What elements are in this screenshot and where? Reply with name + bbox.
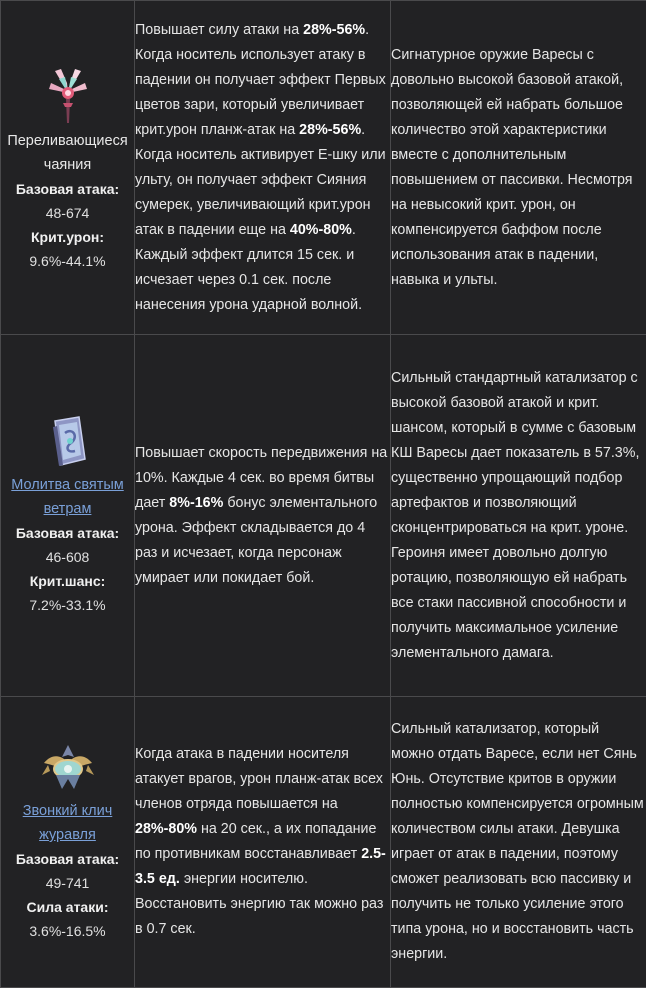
passive-text-segment: . Каждый эффект длится 15 сек. и исчезает через 0.1 сек. после нанесения урона ударной волной. — [135, 222, 362, 313]
weapon-cell — [1, 335, 135, 697]
substat-label: Крит.урон: — [1, 225, 134, 249]
passive-text-segment: бонус элементального урона. Эффект складывается до 4 раз и исчезает, когда персонаж умирает или покидает бой. — [135, 495, 377, 586]
highlight-value: 40%-80% — [290, 222, 352, 238]
base-attack-label: Базовая атака: — [1, 177, 134, 201]
passive-text-segment: Повышает скорость передвижения на 10%. Каждые 4 сек. во время битвы дает — [135, 445, 387, 511]
note-text: Сильный стандартный катализатор с высокой базовой атакой и крит. шансом, который в сумме с базовым КШ Варесы дает показатель в 57.3%, существенно упрощающий подбор артефактов и позволяющий сконцентрироваться на крит. уроне. Героиня имеет довольно долгую ротацию, позволяющую ей набрать все стаки пассивной способности и получить максимальное усиление элементального дамага. — [391, 366, 646, 666]
substat-value: 7.2%-33.1% — [1, 593, 134, 617]
passive-text-segment: Когда атака в падении носителя атакует врагов, урон планж-атак всех членов отряда повышается на — [135, 746, 383, 812]
passive-text-segment: . Когда носитель активирует Е-шку или ульту, он получает эффект Сияния сумерек, увеличивающий крит.урон атак в падении еще на — [135, 122, 386, 238]
table-row — [1, 335, 646, 697]
weapon-name-link[interactable]: Звонкий клич журавля — [1, 799, 134, 847]
highlight-value: 28%-56% — [303, 22, 365, 38]
substat-value: 9.6%-44.1% — [1, 249, 134, 273]
passive-description — [135, 1, 391, 335]
prayer-book-icon — [45, 415, 91, 469]
weapon-name: Переливающиеся чаяния — [1, 129, 134, 177]
highlight-value: 28%-80% — [135, 821, 197, 837]
table-row — [1, 697, 646, 988]
weapon-name-link[interactable]: Молитва святым ветрам — [1, 473, 134, 521]
note-text: Сильный катализатор, который можно отдать Варесе, если нет Сянь Юнь. Отсутствие критов в оружии полностью компенсируется огромным количеством силы атаки. Девушка играет от атак в падении, поэтому сможет реализовать всю пассивку и получить не только усиление этого типа урона, но и восстановить часть энергии. — [391, 717, 646, 967]
weapon-note — [391, 335, 646, 697]
weapon-cell — [1, 1, 135, 335]
base-attack-value: 48-674 — [1, 201, 134, 225]
highlight-value: 8%-16% — [169, 495, 223, 511]
passive-description — [135, 697, 391, 988]
passive-text — [135, 441, 390, 591]
base-attack-label: Базовая атака: — [1, 847, 134, 871]
base-attack-label: Базовая атака: — [1, 521, 134, 545]
weapon-cell — [1, 697, 135, 988]
weapon-note — [391, 697, 646, 988]
table-row — [1, 1, 646, 335]
passive-text-segment: энергии носителю. Восстановить энергию так можно раз в 0.7 сек. — [135, 871, 383, 937]
passive-text — [135, 742, 390, 942]
substat-value: 3.6%-16.5% — [1, 919, 134, 943]
passive-text-segment: . Когда носитель использует атаку в падении он получает эффект Первых цветов зари, который увеличивает крит.урон планж-атак на — [135, 22, 386, 138]
passive-text-segment: на 20 сек., а их попадание по противникам восстанавливает — [135, 821, 376, 862]
weapon-note — [391, 1, 646, 335]
flower-staff-icon — [45, 63, 91, 125]
crane-emblem-icon — [38, 741, 98, 795]
base-attack-value: 46-608 — [1, 545, 134, 569]
highlight-value: 28%-56% — [299, 122, 361, 138]
highlight-value: 2.5-3.5 ед. — [135, 846, 386, 887]
passive-description — [135, 335, 391, 697]
substat-label: Сила атаки: — [1, 895, 134, 919]
passive-text-segment: Повышает силу атаки на — [135, 22, 303, 38]
note-text: Сигнатурное оружие Варесы с довольно высокой базовой атакой, позволяющей ей набрать большое количество этой характеристики вместе с дополнительным повышением от пассивки. Несмотря на невысокий крит. урон, он компенсируется баффом после использования атак в падении, навыка и ульты. — [391, 43, 646, 293]
passive-text — [135, 18, 390, 318]
substat-label: Крит.шанс: — [1, 569, 134, 593]
base-attack-value: 49-741 — [1, 871, 134, 895]
